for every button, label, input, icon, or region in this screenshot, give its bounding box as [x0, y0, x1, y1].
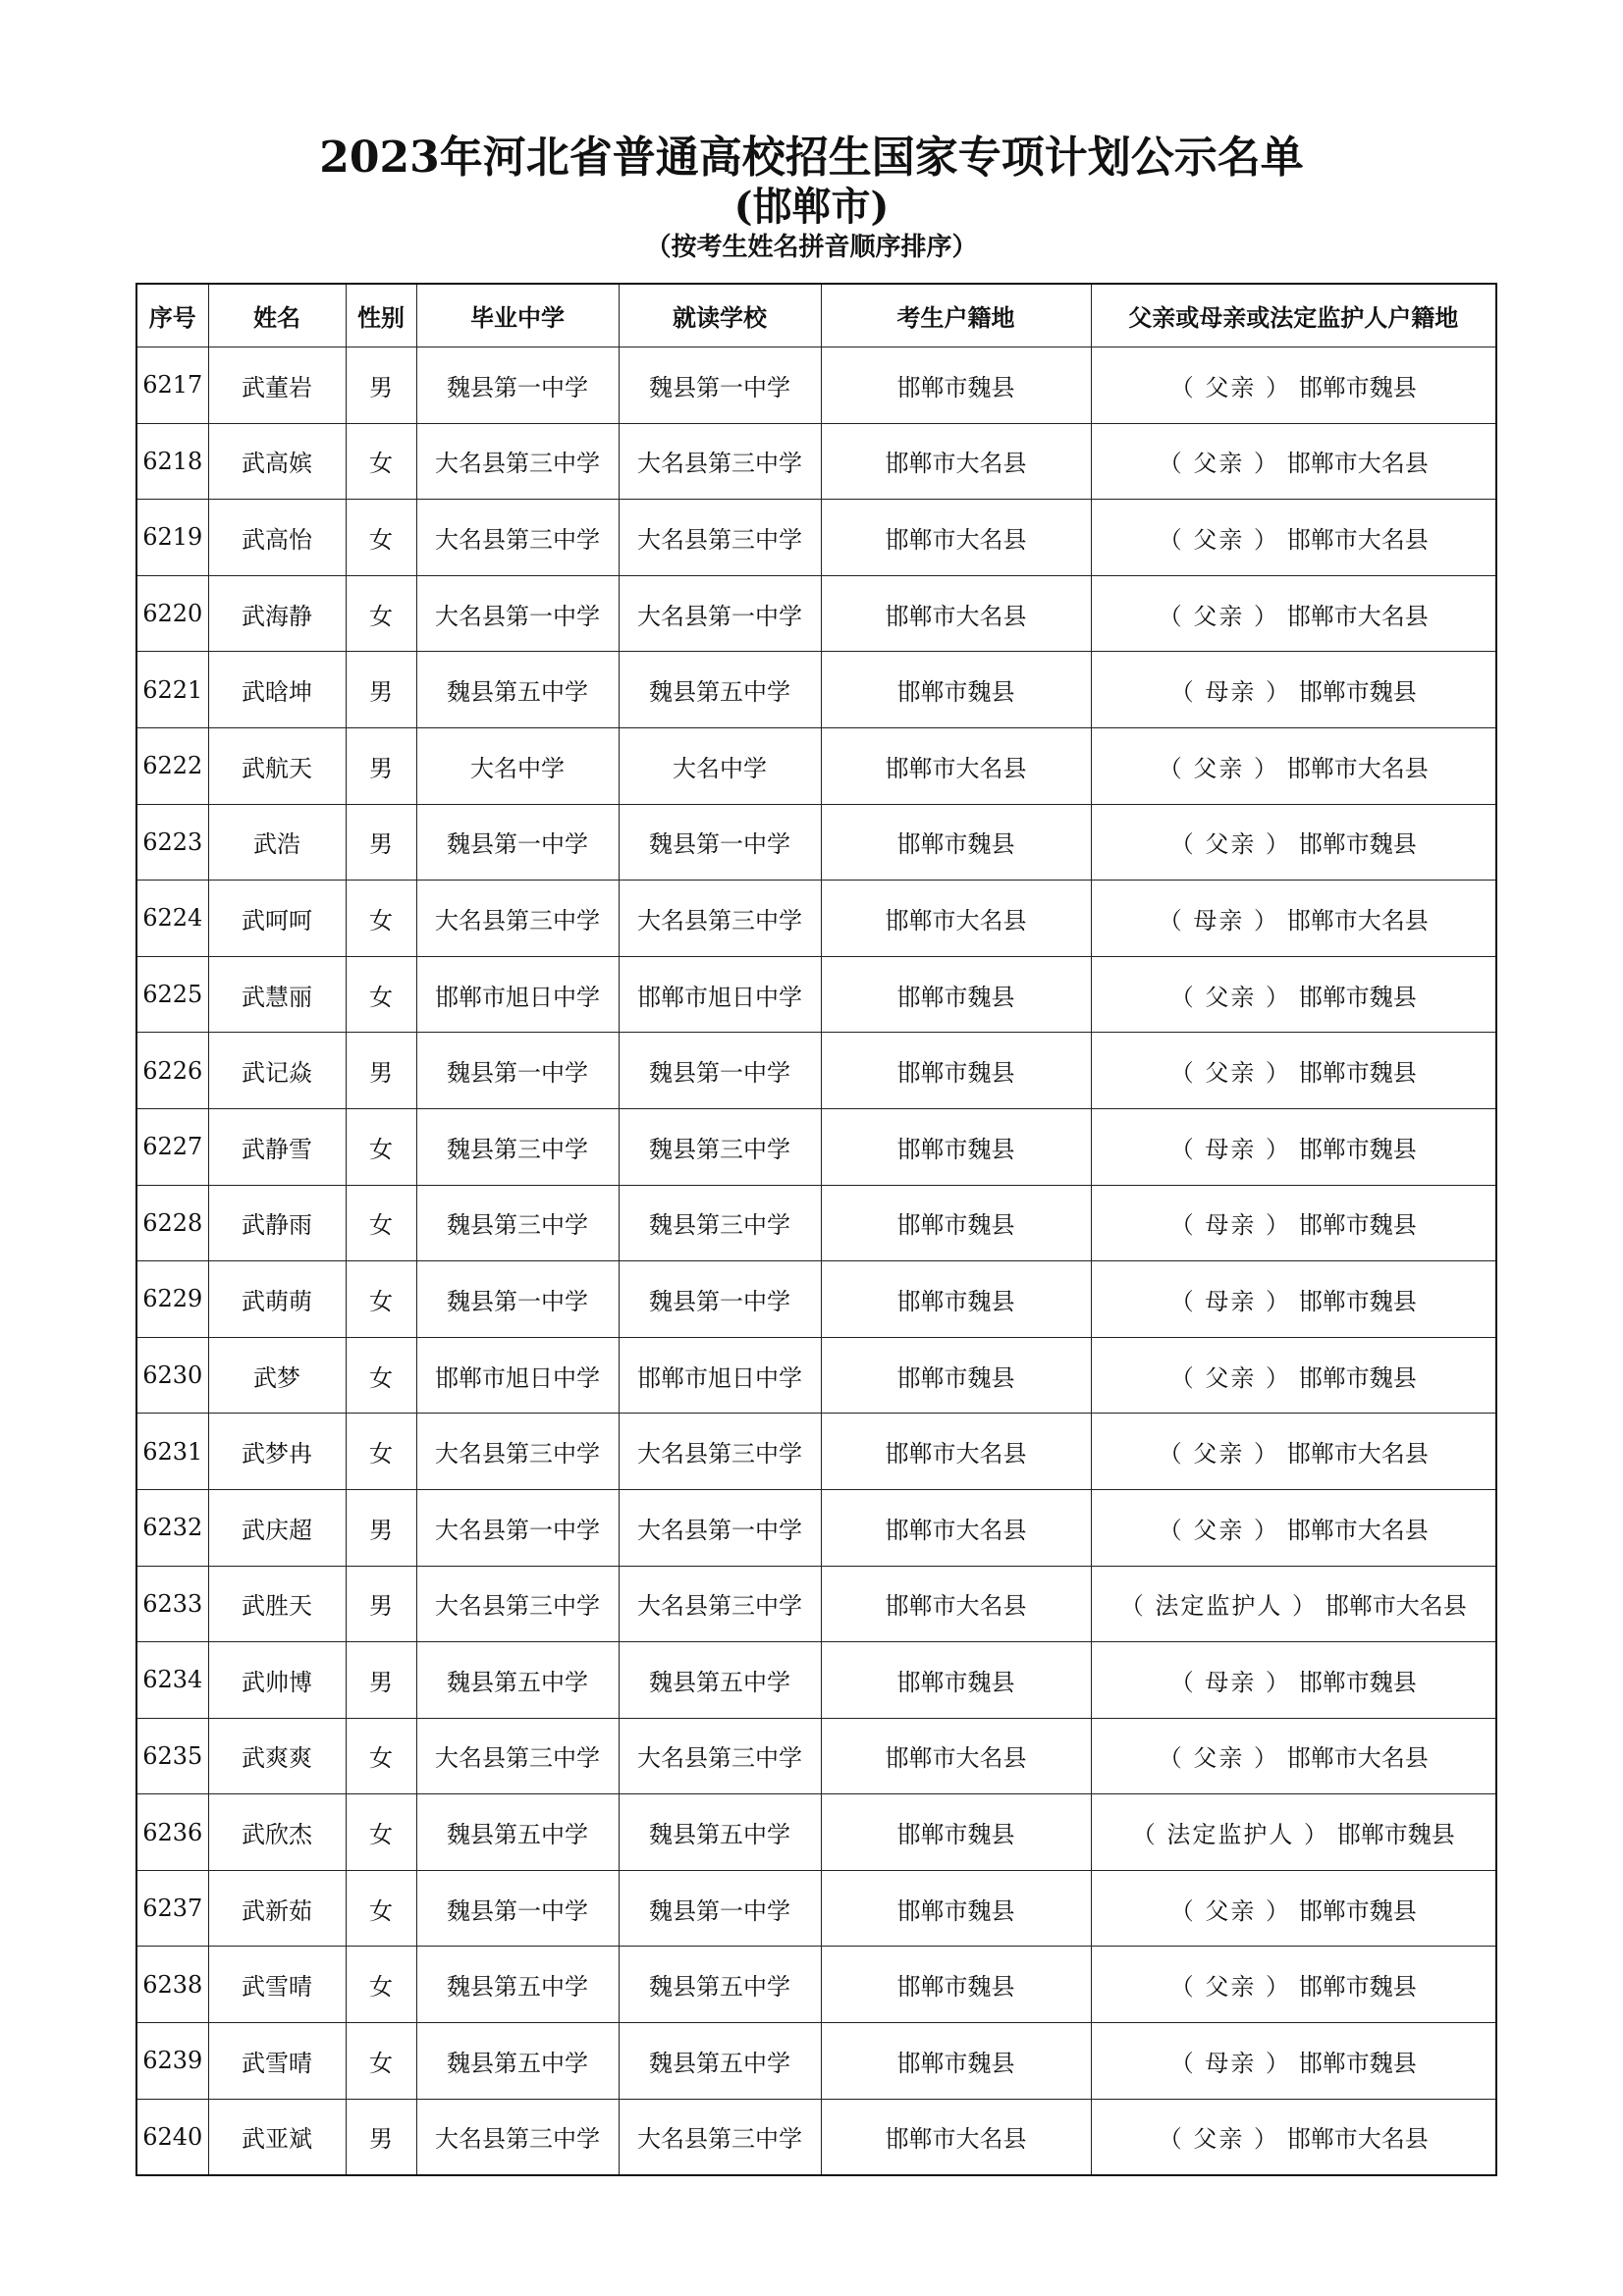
cell-guardian-hukou	[1091, 956, 1496, 1033]
cell-seq: 6225	[136, 956, 208, 1033]
cell-grad-school: 邯郸市旭日中学	[416, 1337, 619, 1414]
cell-guardian-hukou	[1091, 1947, 1496, 2023]
cell-guardian-hukou	[1091, 1185, 1496, 1261]
cell-guardian-hukou	[1091, 652, 1496, 728]
cell-name: 武帅博	[208, 1642, 346, 1719]
cell-seq: 6224	[136, 881, 208, 957]
cell-hukou: 邯郸市大名县	[821, 727, 1091, 804]
cell-gender: 女	[346, 1337, 416, 1414]
cell-guardian-hukou	[1091, 1414, 1496, 1490]
cell-attend-school: 大名县第三中学	[619, 881, 821, 957]
cell-grad-school: 大名县第三中学	[416, 1718, 619, 1794]
guardian-place: 邯郸市魏县	[1336, 1821, 1455, 1849]
cell-guardian-hukou	[1091, 1108, 1496, 1185]
cell-gender: 男	[346, 347, 416, 424]
cell-gender: 女	[346, 1947, 416, 2023]
table-row	[136, 500, 1496, 576]
cell-grad-school: 魏县第三中学	[416, 1185, 619, 1261]
cell-grad-school: 大名县第三中学	[416, 1566, 619, 1642]
cell-attend-school: 大名县第三中学	[619, 2099, 821, 2175]
cell-seq: 6235	[136, 1718, 208, 1794]
cell-attend-school: 魏县第三中学	[619, 1108, 821, 1185]
cell-hukou: 邯郸市大名县	[821, 2099, 1091, 2175]
cell-hukou: 邯郸市魏县	[821, 1794, 1091, 1871]
cell-name: 武胜天	[208, 1566, 346, 1642]
sort-note: （按考生姓名拼音顺序排序）	[645, 233, 978, 262]
guardian-relation: （ 父亲 ）	[1158, 1516, 1280, 1544]
header-gender: 性别	[346, 284, 416, 347]
cell-seq: 6227	[136, 1108, 208, 1185]
cell-hukou: 邯郸市大名县	[821, 575, 1091, 652]
cell-gender: 男	[346, 804, 416, 881]
cell-hukou: 邯郸市魏县	[821, 1185, 1091, 1261]
cell-attend-school: 大名中学	[619, 727, 821, 804]
cell-seq: 6218	[136, 423, 208, 500]
cell-gender: 女	[346, 2023, 416, 2100]
cell-gender: 女	[346, 881, 416, 957]
guardian-place: 邯郸市大名县	[1286, 602, 1429, 630]
cell-seq: 6233	[136, 1566, 208, 1642]
guardian-place: 邯郸市大名县	[1286, 450, 1429, 478]
table-row	[136, 1414, 1496, 1490]
cell-name: 武记焱	[208, 1033, 346, 1109]
cell-seq: 6221	[136, 652, 208, 728]
guardian-relation: （ 父亲 ）	[1169, 1363, 1292, 1392]
cell-hukou: 邯郸市魏县	[821, 1108, 1091, 1185]
cell-name: 武爽爽	[208, 1718, 346, 1794]
cell-name: 武高嫔	[208, 423, 346, 500]
page-subtitle-city: (邯郸市)	[733, 184, 890, 230]
cell-hukou: 邯郸市魏县	[821, 956, 1091, 1033]
cell-grad-school: 大名县第一中学	[416, 1489, 619, 1566]
cell-attend-school: 魏县第五中学	[619, 1794, 821, 1871]
cell-seq: 6219	[136, 500, 208, 576]
table-row	[136, 652, 1496, 728]
header-seq: 序号	[136, 284, 208, 347]
guardian-relation: （ 父亲 ）	[1169, 1973, 1292, 2002]
cell-gender: 女	[346, 1185, 416, 1261]
cell-guardian-hukou	[1091, 575, 1496, 652]
guardian-relation: （ 母亲 ）	[1169, 678, 1292, 707]
cell-guardian-hukou	[1091, 804, 1496, 881]
table-row	[136, 1185, 1496, 1261]
cell-attend-school: 大名县第一中学	[619, 575, 821, 652]
cell-gender: 男	[346, 1642, 416, 1719]
table-row	[136, 1566, 1496, 1642]
cell-attend-school: 魏县第一中学	[619, 1261, 821, 1338]
cell-name: 武慧丽	[208, 956, 346, 1033]
table-row	[136, 727, 1496, 804]
cell-hukou: 邯郸市魏县	[821, 1642, 1091, 1719]
cell-hukou: 邯郸市魏县	[821, 652, 1091, 728]
table-row	[136, 1108, 1496, 1185]
guardian-relation: （ 父亲 ）	[1169, 1059, 1292, 1088]
table-row	[136, 881, 1496, 957]
guardian-relation: （ 父亲 ）	[1169, 373, 1292, 401]
cell-attend-school: 大名县第三中学	[619, 500, 821, 576]
cell-seq: 6230	[136, 1337, 208, 1414]
guardian-place: 邯郸市魏县	[1298, 1896, 1417, 1925]
guardian-place: 邯郸市大名县	[1286, 1516, 1429, 1544]
cell-guardian-hukou	[1091, 1794, 1496, 1871]
cell-attend-school: 魏县第五中学	[619, 652, 821, 728]
cell-hukou: 邯郸市魏县	[821, 2023, 1091, 2100]
cell-gender: 男	[346, 1033, 416, 1109]
guardian-relation: （ 父亲 ）	[1169, 1896, 1292, 1925]
cell-guardian-hukou	[1091, 423, 1496, 500]
cell-gender: 女	[346, 1108, 416, 1185]
guardian-place: 邯郸市大名县	[1286, 1744, 1429, 1773]
cell-attend-school: 大名县第三中学	[619, 423, 821, 500]
cell-grad-school: 魏县第三中学	[416, 1108, 619, 1185]
cell-gender: 女	[346, 1261, 416, 1338]
cell-hukou: 邯郸市大名县	[821, 500, 1091, 576]
guardian-place: 邯郸市魏县	[1298, 830, 1417, 859]
guardian-relation: （ 法定监护人 ）	[1131, 1821, 1330, 1849]
cell-hukou: 邯郸市魏县	[821, 347, 1091, 424]
guardian-relation: （ 父亲 ）	[1158, 450, 1280, 478]
cell-name: 武萌萌	[208, 1261, 346, 1338]
cell-grad-school: 魏县第一中学	[416, 347, 619, 424]
cell-guardian-hukou	[1091, 1261, 1496, 1338]
cell-seq: 6217	[136, 347, 208, 424]
cell-gender: 女	[346, 956, 416, 1033]
cell-guardian-hukou	[1091, 2099, 1496, 2175]
guardian-place: 邯郸市大名县	[1286, 2125, 1429, 2154]
table-row	[136, 956, 1496, 1033]
guardian-place: 邯郸市魏县	[1298, 678, 1417, 707]
cell-guardian-hukou	[1091, 881, 1496, 957]
cell-hukou: 邯郸市魏县	[821, 1033, 1091, 1109]
cell-seq: 6236	[136, 1794, 208, 1871]
cell-guardian-hukou	[1091, 1718, 1496, 1794]
guardian-place: 邯郸市魏县	[1298, 1668, 1417, 1696]
guardian-relation: （ 母亲 ）	[1169, 1668, 1292, 1696]
cell-gender: 男	[346, 727, 416, 804]
cell-name: 武雪晴	[208, 1947, 346, 2023]
cell-guardian-hukou	[1091, 1337, 1496, 1414]
cell-guardian-hukou	[1091, 1870, 1496, 1947]
guardian-relation: （ 父亲 ）	[1158, 602, 1280, 630]
cell-guardian-hukou	[1091, 500, 1496, 576]
cell-name: 武董岩	[208, 347, 346, 424]
cell-hukou: 邯郸市大名县	[821, 1718, 1091, 1794]
cell-attend-school: 大名县第三中学	[619, 1414, 821, 1490]
cell-attend-school: 魏县第一中学	[619, 347, 821, 424]
cell-attend-school: 魏县第三中学	[619, 1185, 821, 1261]
cell-attend-school: 魏县第一中学	[619, 804, 821, 881]
cell-grad-school: 魏县第五中学	[416, 1642, 619, 1719]
table-row	[136, 1261, 1496, 1338]
cell-seq: 6231	[136, 1414, 208, 1490]
guardian-relation: （ 父亲 ）	[1158, 1440, 1280, 1468]
cell-guardian-hukou	[1091, 1033, 1496, 1109]
cell-name: 武梦冉	[208, 1414, 346, 1490]
guardian-place: 邯郸市大名县	[1286, 906, 1429, 934]
cell-guardian-hukou	[1091, 1642, 1496, 1719]
cell-name: 武庆超	[208, 1489, 346, 1566]
cell-grad-school: 魏县第一中学	[416, 1033, 619, 1109]
table-row	[136, 1794, 1496, 1871]
cell-name: 武梦	[208, 1337, 346, 1414]
cell-grad-school: 魏县第一中学	[416, 1870, 619, 1947]
cell-seq: 6222	[136, 727, 208, 804]
guardian-place: 邯郸市大名县	[1286, 1440, 1429, 1468]
cell-hukou: 邯郸市大名县	[821, 1489, 1091, 1566]
cell-name: 武晗坤	[208, 652, 346, 728]
cell-attend-school: 魏县第一中学	[619, 1870, 821, 1947]
cell-name: 武浩	[208, 804, 346, 881]
cell-grad-school: 魏县第一中学	[416, 804, 619, 881]
cell-grad-school: 大名县第三中学	[416, 500, 619, 576]
cell-name: 武海静	[208, 575, 346, 652]
cell-name: 武高怡	[208, 500, 346, 576]
header-name: 姓名	[208, 284, 346, 347]
table-row	[136, 2099, 1496, 2175]
cell-attend-school: 邯郸市旭日中学	[619, 1337, 821, 1414]
table-row	[136, 2023, 1496, 2100]
guardian-relation: （ 母亲 ）	[1169, 2049, 1292, 2077]
guardian-place: 邯郸市魏县	[1298, 373, 1417, 401]
cell-grad-school: 大名县第一中学	[416, 575, 619, 652]
cell-attend-school: 大名县第一中学	[619, 1489, 821, 1566]
cell-gender: 女	[346, 1414, 416, 1490]
table-row	[136, 1489, 1496, 1566]
cell-seq: 6234	[136, 1642, 208, 1719]
cell-name: 武呵呵	[208, 881, 346, 957]
guardian-place: 邯郸市魏县	[1298, 1363, 1417, 1392]
guardian-place: 邯郸市魏县	[1298, 1287, 1417, 1315]
cell-gender: 男	[346, 1566, 416, 1642]
cell-grad-school: 魏县第一中学	[416, 1261, 619, 1338]
cell-grad-school: 魏县第五中学	[416, 2023, 619, 2100]
table-row	[136, 804, 1496, 881]
guardian-place: 邯郸市魏县	[1298, 1135, 1417, 1163]
guardian-place: 邯郸市大名县	[1286, 754, 1429, 782]
guardian-relation: （ 父亲 ）	[1158, 2125, 1280, 2154]
cell-name: 武航天	[208, 727, 346, 804]
cell-gender: 女	[346, 500, 416, 576]
guardian-relation: （ 父亲 ）	[1158, 754, 1280, 782]
cell-gender: 男	[346, 1489, 416, 1566]
table-row	[136, 347, 1496, 424]
cell-seq: 6223	[136, 804, 208, 881]
guardian-relation: （ 父亲 ）	[1169, 983, 1292, 1011]
cell-seq: 6228	[136, 1185, 208, 1261]
cell-gender: 女	[346, 1794, 416, 1871]
cell-grad-school: 大名县第三中学	[416, 2099, 619, 2175]
cell-hukou: 邯郸市大名县	[821, 423, 1091, 500]
roster-table	[135, 283, 1497, 2176]
cell-attend-school: 魏县第五中学	[619, 1642, 821, 1719]
cell-name: 武欣杰	[208, 1794, 346, 1871]
cell-gender: 女	[346, 1870, 416, 1947]
cell-hukou: 邯郸市大名县	[821, 1566, 1091, 1642]
guardian-relation: （ 法定监护人 ）	[1119, 1592, 1319, 1621]
header-attend-school: 就读学校	[619, 284, 821, 347]
cell-attend-school: 大名县第三中学	[619, 1718, 821, 1794]
table-row	[136, 1870, 1496, 1947]
cell-hukou: 邯郸市魏县	[821, 1261, 1091, 1338]
cell-name: 武静雨	[208, 1185, 346, 1261]
cell-grad-school: 魏县第五中学	[416, 1794, 619, 1871]
cell-gender: 男	[346, 2099, 416, 2175]
table-row	[136, 1642, 1496, 1719]
header-grad-school: 毕业中学	[416, 284, 619, 347]
cell-grad-school: 魏县第五中学	[416, 652, 619, 728]
header-hukou: 考生户籍地	[821, 284, 1091, 347]
guardian-place: 邯郸市大名县	[1286, 525, 1429, 554]
cell-hukou: 邯郸市魏县	[821, 1870, 1091, 1947]
cell-hukou: 邯郸市魏县	[821, 1947, 1091, 2023]
cell-guardian-hukou	[1091, 1489, 1496, 1566]
cell-seq: 6229	[136, 1261, 208, 1338]
cell-grad-school: 大名中学	[416, 727, 619, 804]
table-row	[136, 1718, 1496, 1794]
guardian-place: 邯郸市魏县	[1298, 983, 1417, 1011]
cell-guardian-hukou	[1091, 347, 1496, 424]
cell-name: 武静雪	[208, 1108, 346, 1185]
guardian-relation: （ 父亲 ）	[1158, 525, 1280, 554]
guardian-relation: （ 母亲 ）	[1169, 1287, 1292, 1315]
cell-guardian-hukou	[1091, 727, 1496, 804]
cell-name: 武雪晴	[208, 2023, 346, 2100]
guardian-relation: （ 母亲 ）	[1169, 1135, 1292, 1163]
cell-seq: 6238	[136, 1947, 208, 2023]
cell-seq: 6237	[136, 1870, 208, 1947]
cell-hukou: 邯郸市大名县	[821, 881, 1091, 957]
roster-body	[136, 347, 1496, 2176]
header-guardian-hukou: 父亲或母亲或法定监护人户籍地	[1091, 284, 1496, 347]
cell-seq: 6232	[136, 1489, 208, 1566]
table-row	[136, 1947, 1496, 2023]
table-row	[136, 1337, 1496, 1414]
cell-gender: 女	[346, 575, 416, 652]
cell-attend-school: 邯郸市旭日中学	[619, 956, 821, 1033]
cell-name: 武新茹	[208, 1870, 346, 1947]
cell-seq: 6240	[136, 2099, 208, 2175]
cell-grad-school: 大名县第三中学	[416, 423, 619, 500]
guardian-place: 邯郸市魏县	[1298, 1973, 1417, 2002]
cell-grad-school: 大名县第三中学	[416, 881, 619, 957]
table-row	[136, 423, 1496, 500]
guardian-place: 邯郸市魏县	[1298, 1059, 1417, 1088]
cell-grad-school: 魏县第五中学	[416, 1947, 619, 2023]
cell-guardian-hukou	[1091, 1566, 1496, 1642]
cell-gender: 女	[346, 423, 416, 500]
guardian-place: 邯郸市魏县	[1298, 2049, 1417, 2077]
guardian-relation: （ 父亲 ）	[1158, 1744, 1280, 1773]
cell-attend-school: 魏县第五中学	[619, 1947, 821, 2023]
cell-hukou: 邯郸市魏县	[821, 1337, 1091, 1414]
guardian-place: 邯郸市大名县	[1325, 1592, 1467, 1621]
cell-gender: 女	[346, 1718, 416, 1794]
table-row	[136, 575, 1496, 652]
cell-seq: 6220	[136, 575, 208, 652]
cell-guardian-hukou	[1091, 2023, 1496, 2100]
cell-grad-school: 大名县第三中学	[416, 1414, 619, 1490]
cell-hukou: 邯郸市魏县	[821, 804, 1091, 881]
table-header-row	[136, 284, 1496, 347]
cell-seq: 6239	[136, 2023, 208, 2100]
cell-attend-school: 魏县第一中学	[619, 1033, 821, 1109]
guardian-relation: （ 母亲 ）	[1169, 1211, 1292, 1240]
table-row	[136, 1033, 1496, 1109]
cell-hukou: 邯郸市大名县	[821, 1414, 1091, 1490]
cell-attend-school: 魏县第五中学	[619, 2023, 821, 2100]
guardian-place: 邯郸市魏县	[1298, 1211, 1417, 1240]
guardian-relation: （ 母亲 ）	[1158, 906, 1280, 934]
cell-seq: 6226	[136, 1033, 208, 1109]
cell-attend-school: 大名县第三中学	[619, 1566, 821, 1642]
guardian-relation: （ 父亲 ）	[1169, 830, 1292, 859]
cell-name: 武亚斌	[208, 2099, 346, 2175]
page-title: 2023年河北省普通高校招生国家专项计划公示名单	[319, 133, 1304, 183]
cell-grad-school: 邯郸市旭日中学	[416, 956, 619, 1033]
cell-gender: 男	[346, 652, 416, 728]
